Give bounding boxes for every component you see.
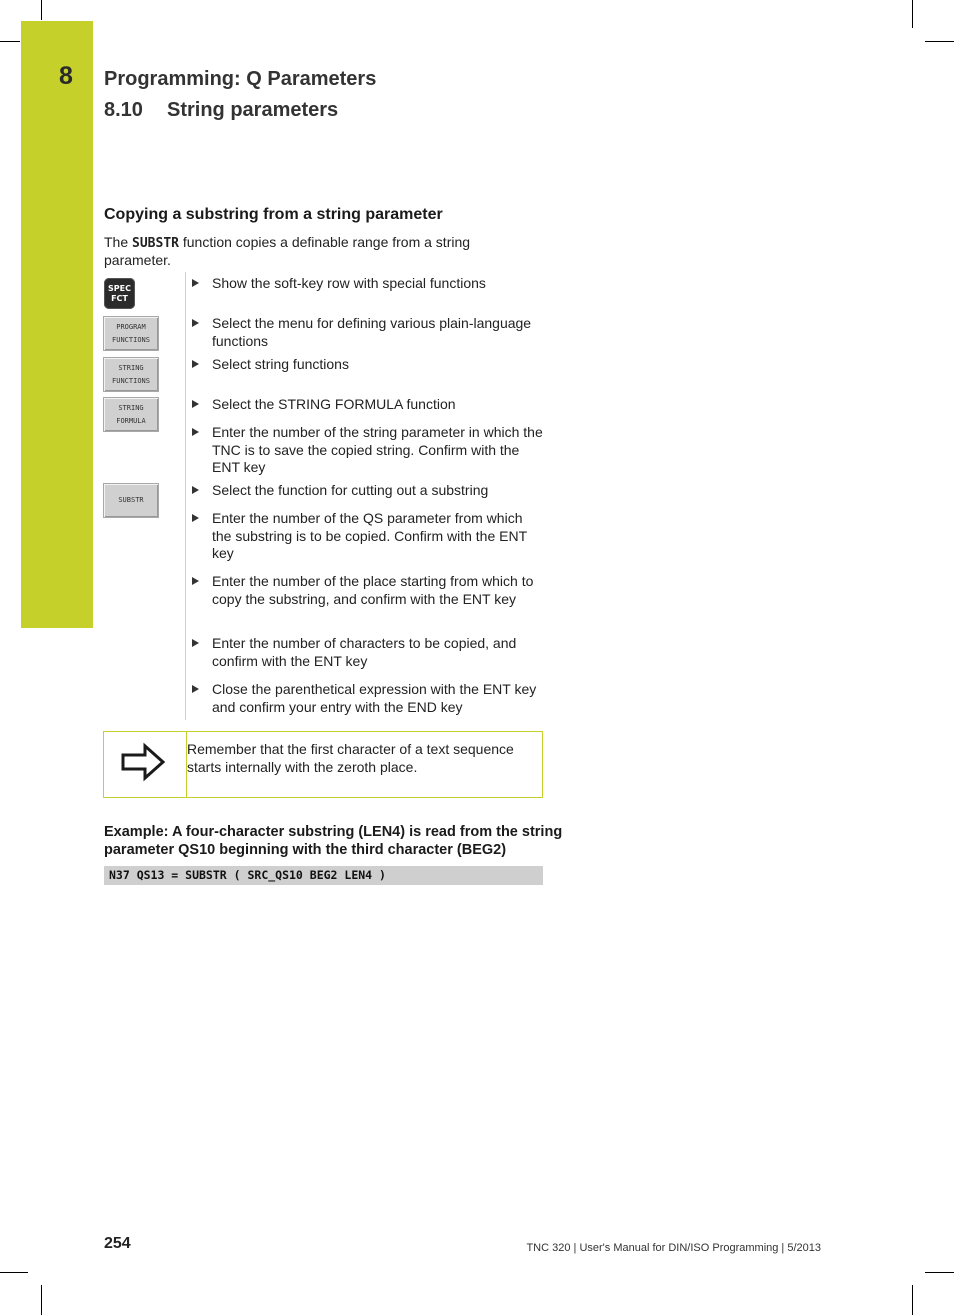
- bullet-triangle-icon: [192, 639, 199, 647]
- string-functions-softkey[interactable]: [103, 357, 159, 392]
- program-functions-softkey[interactable]: [103, 316, 159, 351]
- example-heading: Example: A four-character substring (LEN4) is read from the string parameter QS10 beginning with the third character (BEG2): [104, 824, 563, 858]
- step-item: Show the soft-key row with special functions: [192, 275, 544, 293]
- bullet-triangle-icon: [192, 400, 199, 408]
- step-item: Select the function for cutting out a substring: [192, 482, 544, 500]
- crop-mark: [41, 0, 42, 20]
- substr-softkey[interactable]: [103, 483, 159, 518]
- chapter-title: Programming: Q Parameters: [104, 68, 377, 90]
- step-item: Close the parenthetical expression with the ENT key and confirm your entry with the END key: [192, 681, 544, 716]
- column-divider: [185, 272, 186, 720]
- step-item: Enter the number of the place starting from which to copy the substring, and confirm with the ENT key: [192, 573, 544, 608]
- code-line: N37 QS13 = SUBSTR ( SRC_QS10 BEG2 LEN4 ): [104, 866, 543, 885]
- intro-paragraph: [104, 234, 524, 269]
- note-box: [103, 731, 543, 798]
- note-text: Remember that the first character of a text sequence starts internally with the zeroth place.: [187, 741, 514, 775]
- bullet-triangle-icon: [192, 279, 199, 287]
- softkey-label: STRING: [118, 363, 144, 372]
- step-item: Select the menu for defining various plain-language functions: [192, 315, 544, 350]
- footer-text: TNC 320 | User's Manual for DIN/ISO Programming | 5/2013: [526, 1242, 821, 1254]
- softkey-label: FUNCTIONS: [112, 335, 150, 344]
- key-label: FCT: [111, 293, 128, 303]
- bullet-triangle-icon: [192, 685, 199, 693]
- bullet-triangle-icon: [192, 486, 199, 494]
- spec-fct-key[interactable]: [104, 278, 135, 309]
- crop-mark: [41, 1285, 42, 1315]
- intro-keyword: SUBSTR: [132, 236, 179, 251]
- chapter-number: 8: [59, 62, 73, 90]
- bullet-triangle-icon: [192, 360, 199, 368]
- intro-prefix: The: [104, 234, 133, 250]
- key-label: SPEC: [108, 283, 131, 293]
- softkey-label: STRING: [118, 403, 144, 412]
- step-item: Enter the number of the string parameter in which the TNC is to save the copied string. Confirm with the ENT key: [192, 424, 544, 477]
- bullet-triangle-icon: [192, 319, 199, 327]
- softkey-label: FUNCTIONS: [112, 376, 150, 385]
- arrow-right-icon: [121, 742, 167, 782]
- step-item: Enter the number of the QS parameter from which the substring is to be copied. Confirm with the ENT key: [192, 510, 544, 563]
- bullet-triangle-icon: [192, 514, 199, 522]
- crop-mark: [0, 41, 20, 42]
- crop-mark: [925, 41, 954, 42]
- step-item: Select the STRING FORMULA function: [192, 396, 544, 414]
- crop-mark: [0, 1272, 28, 1273]
- step-item: Select string functions: [192, 356, 544, 374]
- softkey-label: FORMULA: [116, 416, 146, 425]
- chapter-tab-bar: [21, 21, 93, 628]
- softkey-label: PROGRAM: [116, 322, 146, 331]
- subsection-heading: Copying a substring from a string parameter: [104, 206, 443, 223]
- section-number: 8.10: [104, 99, 143, 121]
- intro-suffix: function copies a definable range from a string parameter.: [104, 234, 471, 268]
- page-number: 254: [104, 1235, 131, 1252]
- section-title: String parameters: [167, 99, 339, 121]
- crop-mark: [925, 1272, 954, 1273]
- step-item: Enter the number of characters to be copied, and confirm with the ENT key: [192, 635, 544, 670]
- string-formula-softkey[interactable]: [103, 397, 159, 432]
- crop-mark: [912, 0, 913, 28]
- bullet-triangle-icon: [192, 577, 199, 585]
- bullet-triangle-icon: [192, 428, 199, 436]
- softkey-label: SUBSTR: [118, 496, 144, 504]
- crop-mark: [912, 1285, 913, 1315]
